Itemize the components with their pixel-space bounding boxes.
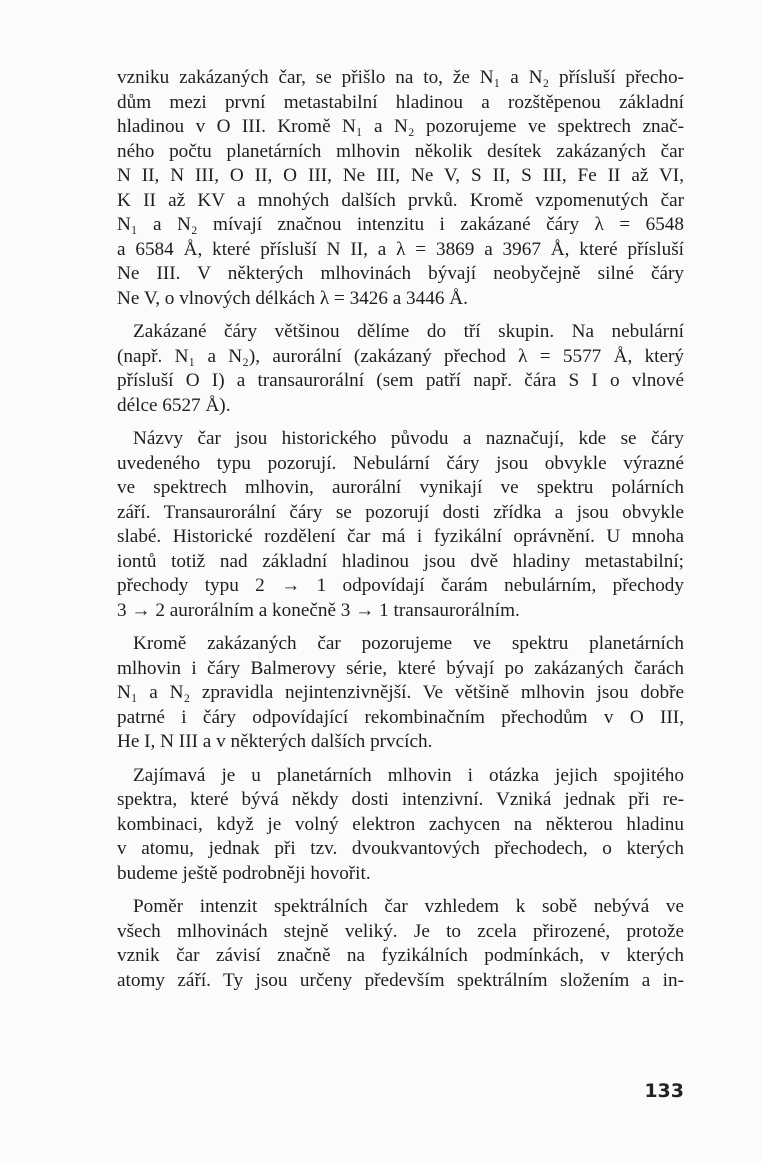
paragraph bbox=[117, 320, 684, 418]
text-line: Ne V, o vlnových délkách λ = 3426 a 3446 Å. bbox=[117, 287, 468, 309]
paragraph bbox=[117, 764, 684, 887]
text-line: K II až KV a mnohých dalších prvků. Kromě vzpomenutých čar bbox=[117, 189, 684, 211]
text-line: N₁ a N₂ zpravidla nejintenzivnější. Ve většině mlhovin jsou dobře bbox=[117, 682, 684, 703]
text-line: atomy září. Ty jsou určeny především spektrálním složením a in- bbox=[117, 969, 684, 991]
text-line: vznik čar závisí značně na fyzikálních podmínkách, v kterých bbox=[117, 945, 684, 966]
text-line: Názvy čar jsou historického původu a naznačují, kde se čáry bbox=[133, 428, 684, 449]
text-line: kombinaci, když je volný elektron zachycen na některou hladinu bbox=[117, 813, 684, 835]
text-line: slabé. Historické rozdělení čar má i fyzikální oprávnění. U mnoha bbox=[117, 526, 684, 547]
text-line: N II, N III, O II, O III, Ne III, Ne V, S II, S III, Fe II až VI, bbox=[117, 165, 684, 186]
text-line: budeme ještě podrobněji hovořit. bbox=[117, 862, 371, 884]
text-line: délce 6527 Å). bbox=[117, 394, 231, 416]
text-line: Zajímavá je u planetárních mlhovin i otázka jejich spojitého bbox=[133, 764, 684, 786]
text-line: (např. N₁ a N₂), aurorální (zakázaný přechod λ = 5577 Å, který bbox=[117, 345, 684, 367]
text-line: všech mlhovinách stejně veliký. Je to zcela přirozené, protože bbox=[117, 920, 684, 942]
text-line: Poměr intenzit spektrálních čar vzhledem k sobě nebývá ve bbox=[133, 896, 684, 917]
text-line: září. Transaurorální čáry se pozorují dosti zřídka a jsou obvykle bbox=[117, 501, 684, 523]
text-line: patrné i čáry odpovídající rekombinačním přechodům v O III, bbox=[117, 706, 684, 728]
text-line: dům mezi první metastabilní hladinou a rozštěpenou základní bbox=[117, 91, 684, 113]
text-line: ného počtu planetárních mlhovin několik desítek zakázaných čar bbox=[117, 140, 684, 162]
book-page-text bbox=[117, 66, 684, 993]
text-line: 3 → 2 aurorálním a konečně 3 → 1 transaurorálním. bbox=[117, 599, 520, 621]
text-line: He I, N III a v některých dalších prvcích. bbox=[117, 731, 433, 752]
text-line: iontů totiž nad základní hladinou jsou dvě hladiny metastabilní; bbox=[117, 550, 684, 572]
text-line: Zakázané čáry většinou dělíme do tří skupin. Na nebulární bbox=[133, 321, 684, 342]
text-line: N₁ a N₂ mívají značnou intenzitu i zakázané čáry λ = 6548 bbox=[117, 214, 684, 235]
paragraph bbox=[117, 895, 684, 993]
paragraph bbox=[117, 66, 684, 311]
paragraph bbox=[117, 632, 684, 755]
paragraph bbox=[117, 427, 684, 623]
text-line: přechody typu 2 → 1 odpovídají čarám nebulárním, přechody bbox=[117, 575, 684, 596]
text-line: Kromě zakázaných čar pozorujeme ve spektru planetárních bbox=[133, 633, 684, 654]
text-line: spektra, které bývá někdy dosti intenzivní. Vzniká jednak při re- bbox=[117, 789, 684, 810]
text-line: mlhovin i čáry Balmerovy série, které bývají po zakázaných čarách bbox=[117, 657, 684, 679]
page-number: 133 bbox=[644, 1080, 684, 1102]
text-line: přísluší O I) a transaurorální (sem patří např. čára S I o vlnové bbox=[117, 370, 684, 391]
text-line: vzniku zakázaných čar, se přišlo na to, že N₁ a N₂ přísluší přecho- bbox=[117, 67, 684, 88]
text-line: uvedeného typu pozorují. Nebulární čáry jsou obvykle výrazné bbox=[117, 452, 684, 474]
text-line: v atomu, jednak při tzv. dvoukvantových přechodech, o kterých bbox=[117, 838, 684, 859]
text-line: hladinou v O III. Kromě N₁ a N₂ pozorujeme ve spektrech znač- bbox=[117, 116, 684, 137]
text-line: Ne III. V některých mlhovinách bývají neobyčejně silné čáry bbox=[117, 263, 684, 284]
text-line: ve spektrech mlhovin, aurorální vynikají ve spektru polárních bbox=[117, 477, 684, 498]
text-line: a 6584 Å, které přísluší N II, a λ = 3869 a 3967 Å, které přísluší bbox=[117, 238, 684, 260]
